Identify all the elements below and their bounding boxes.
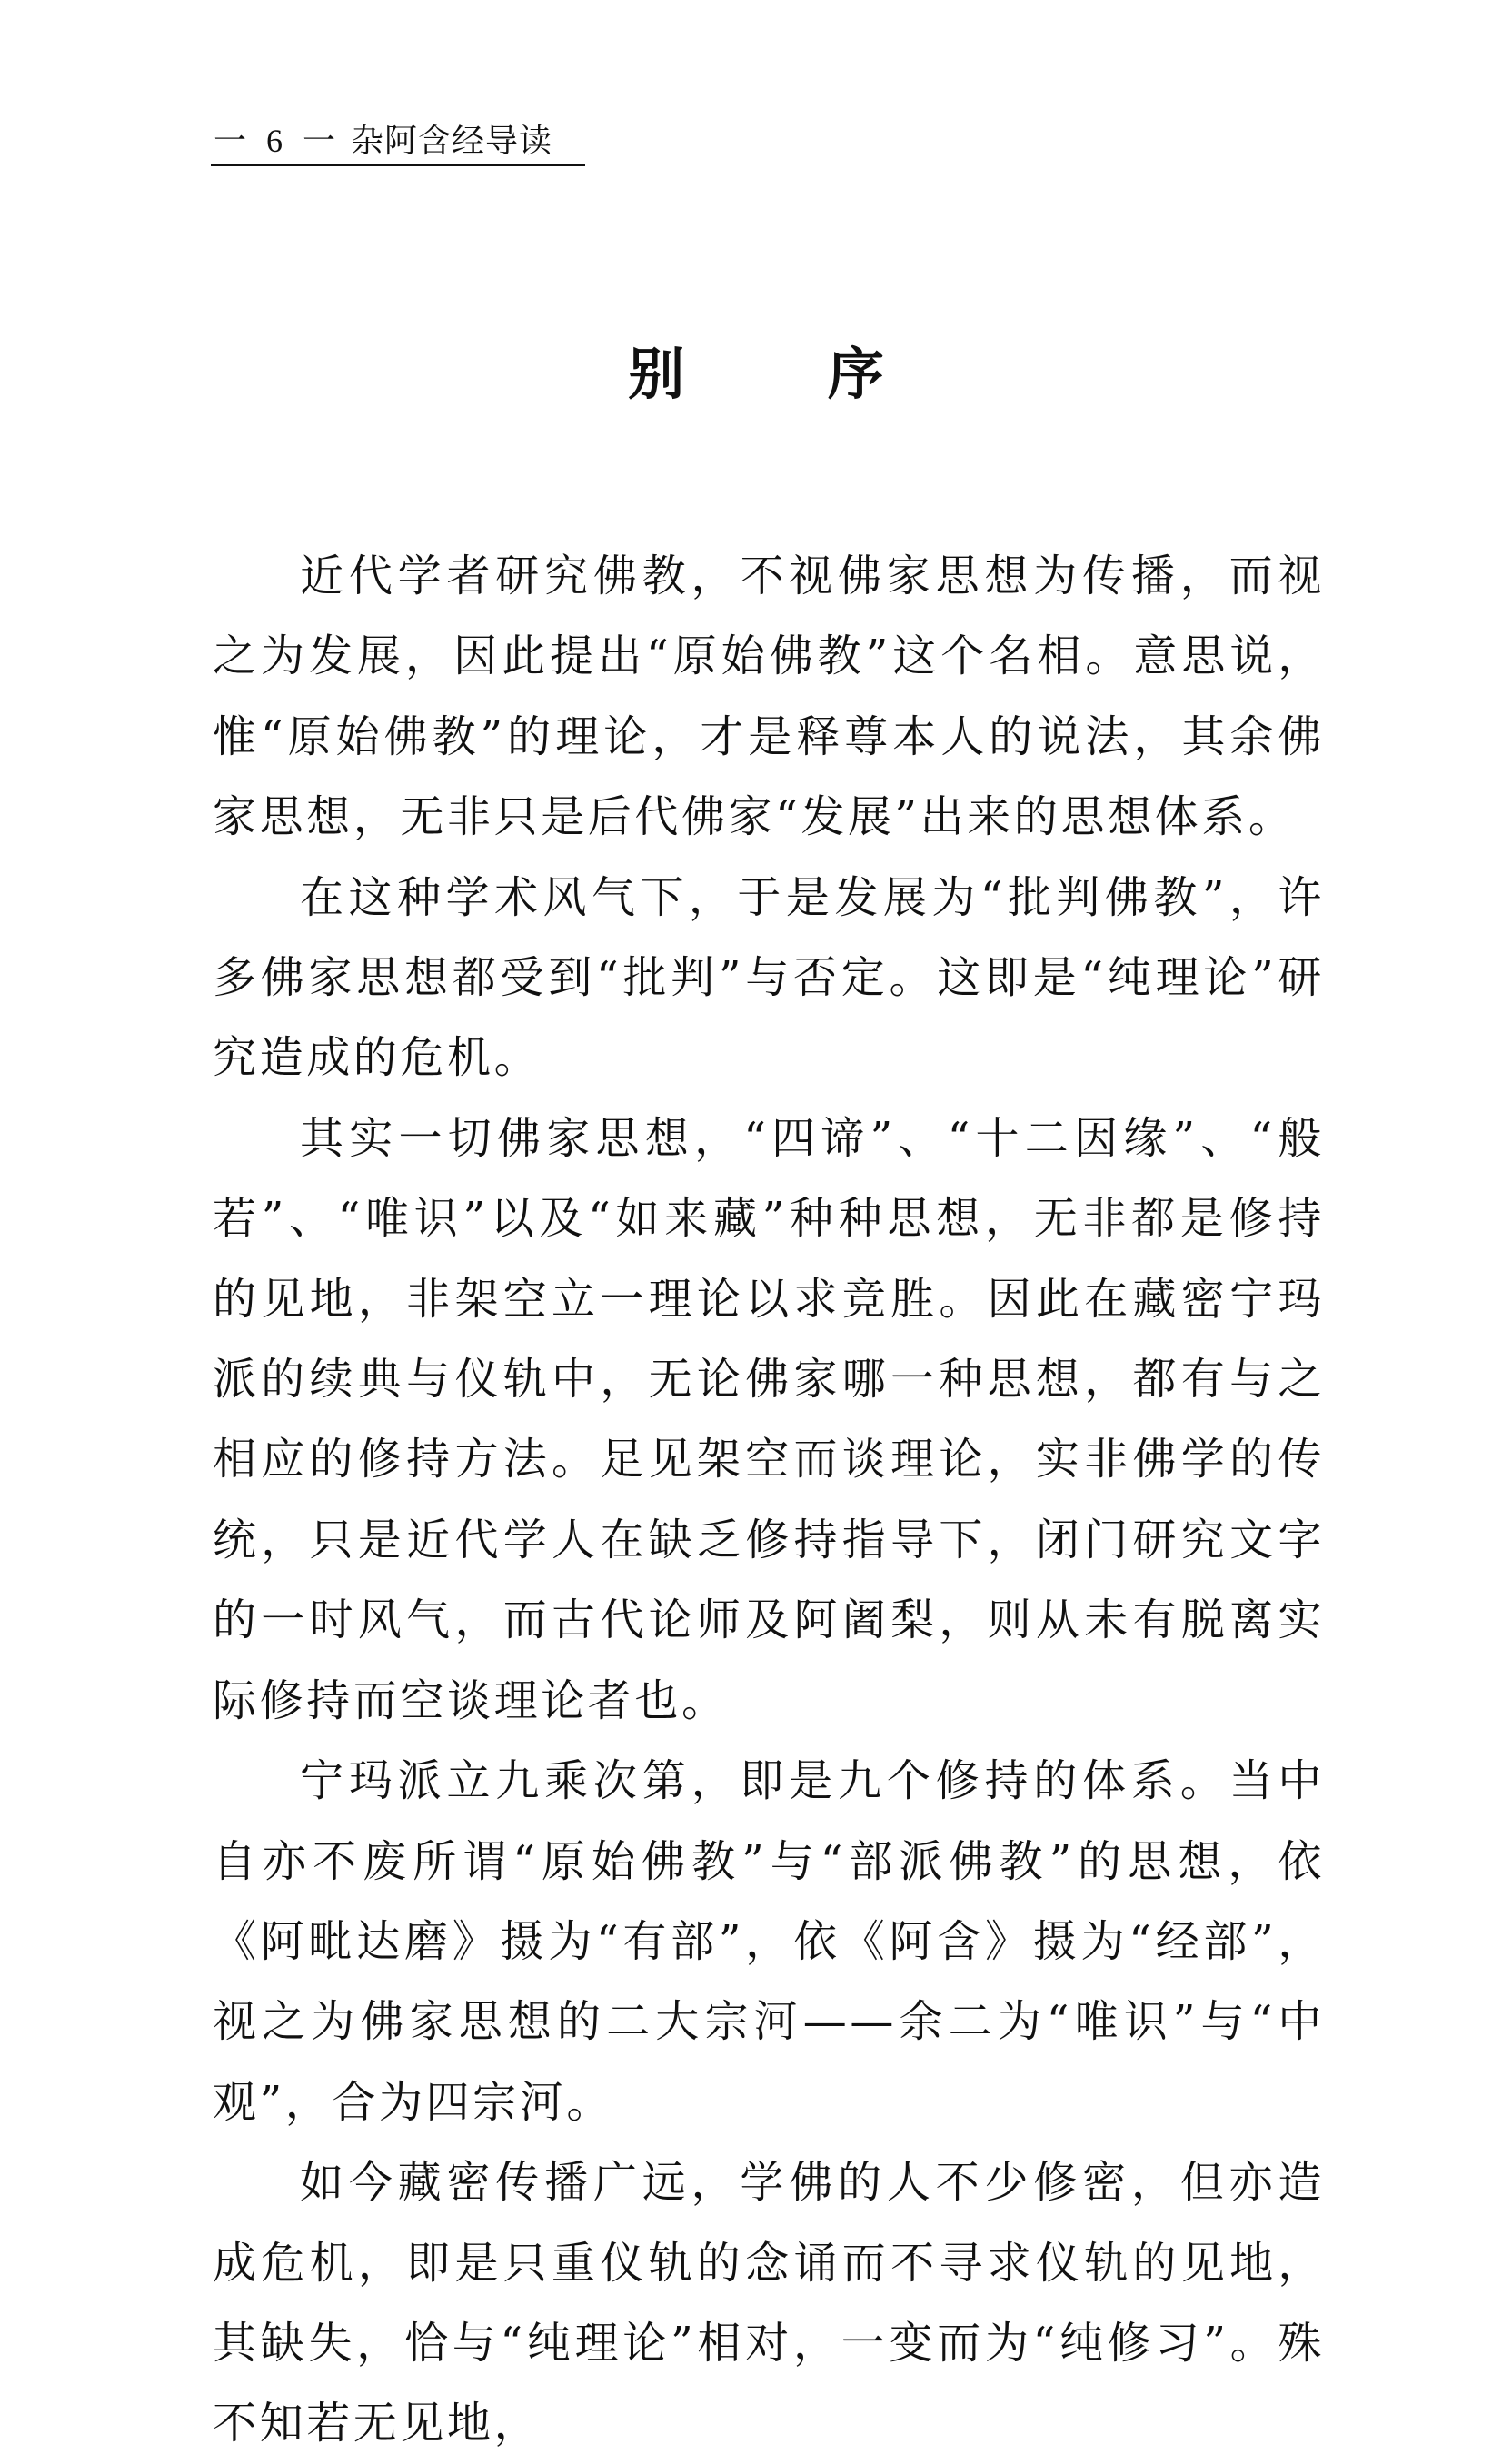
book-title: 杂阿含经导读 (351, 123, 553, 160)
body-text (213, 536, 1325, 2464)
header-dash-left: 一 (213, 123, 246, 160)
running-head (211, 118, 585, 166)
header-dash-right: 一 (302, 123, 335, 160)
paragraph: 其实一切佛家思想，“四谛”、“十二因缘”、“般若”、“唯识”以及“如来藏”种种思想，无非都是修持的见地，非架空立一理论以求竞胜。因此在藏密宁玛派的续典与仪轨中，无论佛家哪一种思想，都有与之相应的修持方法。足见架空而谈理论，实非佛学的传统，只是近代学人在缺乏修持指导下，闭门研究文字的一时风气，而古代论师及阿阇梨，则从未有脱离实际修持而空谈理论者也。 (213, 1112, 1325, 1726)
paragraph: 宁玛派立九乘次第，即是九个修持的体系。当中自亦不废所谓“原始佛教”与“部派佛教”的思想，依《阿毗达磨》摄为“有部”，依《阿含》摄为“经部”，视之为佛家思想的二大宗河——余二为“唯识”与“中观”，合为四宗河。 (213, 1755, 1325, 2128)
paragraph: 在这种学术风气下，于是发展为“批判佛教”，许多佛家思想都受到“批判”与否定。这即是“纯理论”研究造成的危机。 (213, 871, 1325, 1084)
page-number: 6 (266, 123, 283, 159)
paragraph: 如今藏密传播广远，学佛的人不少修密，但亦造成危机，即是只重仪轨的念诵而不寻求仪轨的见地，其缺失，恰与“纯理论”相对，一变而为“纯修习”。殊不知若无见地， (213, 2157, 1325, 2449)
section-title: 别 序 (628, 341, 946, 407)
paragraph: 近代学者研究佛教，不视佛家思想为传播，而视之为发展，因此提出“原始佛教”这个名相。意思说，惟“原始佛教”的理论，才是释尊本人的说法，其余佛家思想，无非只是后代佛家“发展”出来的思想体系。 (213, 551, 1325, 843)
